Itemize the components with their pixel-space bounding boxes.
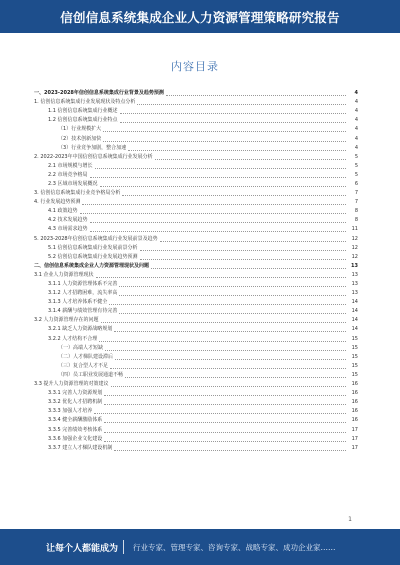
toc-leader-dots: [114, 446, 346, 451]
toc-entry-label: 4.1 政策趋势: [48, 208, 78, 215]
toc-entry[interactable]: [34, 134, 358, 143]
toc-entry-label: 3.3.2 优化人才招聘机制: [48, 399, 103, 406]
toc-entry[interactable]: [34, 253, 358, 262]
toc-leader-dots: [110, 364, 346, 369]
toc-entry-page: 4: [354, 99, 358, 106]
toc-entry[interactable]: [34, 216, 358, 225]
toc-leader-dots: [166, 91, 346, 96]
toc-entry-label: 5.1 信创信息系统集成行业发展前景分析: [48, 244, 138, 251]
toc-entry-page: 4: [354, 126, 358, 133]
toc-entry-label: （三）复合型人才不足: [58, 362, 109, 369]
toc-entry-label: 3.2.2 人才结构不合理: [48, 335, 98, 342]
toc-entry-page: 16: [351, 408, 358, 415]
toc-leader-dots: [120, 109, 346, 114]
toc-leader-dots: [104, 428, 346, 433]
toc-entry[interactable]: [34, 89, 358, 98]
toc-entry-label: 3.1 企业人力资源管理现状: [34, 271, 94, 278]
toc-entry-page: 14: [351, 308, 358, 315]
toc-entry-label: 2.2 市场竞争格局: [48, 171, 88, 178]
toc-entry-label: 3.3.7 建立人才梯队建设机制: [48, 444, 113, 451]
footer-banner: [0, 529, 400, 565]
footer-tagline: 行业专家、管理专家、咨询专家、战略专家、成功企业家……: [133, 543, 336, 552]
toc-leader-dots: [128, 146, 346, 151]
toc-leader-dots: [151, 264, 346, 269]
toc-leader-dots: [155, 155, 346, 160]
toc-entry[interactable]: [34, 344, 358, 353]
toc-entry-label: （四）员工职业发展通道不畅: [58, 371, 124, 378]
toc-entry[interactable]: [34, 171, 358, 180]
toc-leader-dots: [140, 246, 346, 251]
toc-entry-label: 3.1.1 人力资源管理体系不完善: [48, 281, 118, 288]
toc-entry-page: 4: [354, 117, 358, 124]
toc-entry[interactable]: [34, 353, 358, 362]
toc-entry-label: 4.3 市场需求趋势: [48, 226, 88, 233]
toc-entry-page: 7: [354, 190, 358, 197]
toc-entry-label: 5.2 信创信息系统集成行业发展趋势预测: [48, 253, 138, 260]
toc-entry-page: 8: [354, 217, 358, 224]
footer-slogan: 让每个人都能成为: [46, 544, 119, 554]
toc-leader-dots: [137, 100, 346, 105]
report-title: 信创信息系统集成企业人力资源管理策略研究报告: [60, 10, 340, 25]
toc-entry-page: 17: [351, 426, 358, 433]
toc-entry[interactable]: [34, 425, 358, 434]
toc-entry[interactable]: [34, 98, 358, 107]
toc-leader-dots: [115, 355, 346, 360]
toc-entry-label: 3.1.4 薪酬与绩效管理有待完善: [48, 308, 118, 315]
toc-entry-page: 15: [351, 362, 358, 369]
toc-entry-label: 3. 信创信息系统集成行业竞争格局分析: [34, 190, 121, 197]
toc-leader-dots: [111, 382, 346, 387]
toc-entry-page: 17: [351, 444, 358, 451]
toc-entry-page: 15: [351, 344, 358, 351]
toc-entry-page: 14: [351, 317, 358, 324]
toc-entry-label: 3.1.3 人才培养体系不健全: [48, 299, 108, 306]
toc-leader-dots: [104, 437, 346, 442]
toc-entry[interactable]: [34, 398, 358, 407]
toc-entry[interactable]: [34, 416, 358, 425]
toc-entry-page: 13: [351, 290, 358, 297]
toc-entry-page: 13: [351, 262, 358, 269]
toc-leader-dots: [104, 391, 346, 396]
toc-entry-label: 1.2 信创信息系统集成行业特点: [48, 117, 118, 124]
toc-entry-page: 16: [351, 417, 358, 424]
footer-divider: [123, 540, 124, 554]
toc-leader-dots: [125, 373, 346, 378]
toc-entry-label: 1. 信创信息系统集成行业发展现状及特点分析: [34, 99, 136, 106]
toc-leader-dots: [96, 273, 346, 278]
toc-entry-label: 3.2.1 缺乏人力资源战略规划: [48, 326, 113, 333]
toc-entry[interactable]: [34, 180, 358, 189]
toc-entry-label: 一、2023-2028年信创信息系统集成行业背景及趋势预测: [34, 90, 164, 97]
toc-leader-dots: [114, 327, 346, 332]
toc-entry-label: 2.1 市场规模与增长: [48, 162, 93, 169]
toc-leader-dots: [80, 209, 346, 214]
toc-entry-label: 3.2 人力资源管理存在的问题: [34, 317, 99, 324]
toc-entry[interactable]: [34, 380, 358, 389]
toc-leader-dots: [103, 137, 346, 142]
toc-entry[interactable]: [34, 289, 358, 298]
toc-entry-page: 11: [351, 226, 358, 233]
toc-entry[interactable]: [34, 189, 358, 198]
toc-entry-page: 5: [354, 171, 358, 178]
toc-leader-dots: [105, 346, 346, 351]
toc-entry[interactable]: [34, 316, 358, 325]
toc-leader-dots: [119, 309, 346, 314]
toc-entry[interactable]: [34, 144, 358, 153]
toc-entry-page: 15: [351, 371, 358, 378]
toc-entry[interactable]: [34, 435, 358, 444]
toc-entry[interactable]: [34, 389, 358, 398]
toc-entry-label: 3.3.4 健全薪酬激励体系: [48, 417, 103, 424]
toc-entry-label: 4. 行业发展趋势预测: [34, 199, 81, 206]
toc-entry[interactable]: [34, 198, 358, 207]
toc-leader-dots: [103, 127, 346, 132]
toc-entry[interactable]: [34, 335, 358, 344]
toc-entry[interactable]: [34, 207, 358, 216]
toc-entry-label: 3.1.2 人才招聘困难，流失率高: [48, 290, 118, 297]
toc-entry-page: 17: [351, 435, 358, 442]
toc-entry-label: 2.3 区域市场发展概况: [48, 180, 98, 187]
toc-entry-page: 12: [351, 244, 358, 251]
toc-entry-page: 4: [354, 90, 358, 97]
toc-leader-dots: [82, 200, 346, 205]
toc-entry[interactable]: [34, 371, 358, 380]
toc-entry-label: 3.3.1 完善人力资源规划: [48, 390, 103, 397]
toc-entry[interactable]: [34, 325, 358, 334]
toc-entry-page: 4: [354, 135, 358, 142]
toc-entry[interactable]: [34, 162, 358, 171]
toc-list: [34, 89, 358, 453]
toc-entry-label: （2）技术创新加快: [58, 135, 102, 142]
toc-entry-page: 5: [354, 162, 358, 169]
toc-entry-page: 16: [351, 390, 358, 397]
toc-entry-label: （1）行业规模扩大: [58, 126, 102, 133]
toc-entry-label: （二）人才梯队建设滞后: [58, 353, 114, 360]
toc-entry-label: （3）行业竞争加剧，整合加速: [58, 144, 127, 151]
toc-entry-label: 3.3.6 加强企业文化建设: [48, 435, 103, 442]
toc-entry[interactable]: [34, 235, 358, 244]
toc-entry[interactable]: [34, 153, 358, 162]
toc-entry-label: 1.1 信创信息系统集成行业概述: [48, 108, 118, 115]
toc-entry[interactable]: [34, 244, 358, 253]
toc-entry-page: 15: [351, 335, 358, 342]
toc-entry-page: 16: [351, 381, 358, 388]
toc-entry-label: 2. 2022-2023年中国信创信息系统集成行业发展分析: [34, 153, 153, 160]
document-page: [28, 44, 362, 529]
toc-leader-dots: [99, 337, 346, 342]
toc-leader-dots: [122, 191, 346, 196]
toc-entry[interactable]: [34, 125, 358, 134]
toc-entry-label: 二、信创信息系统集成企业人力资源管理现状及问题: [34, 262, 150, 269]
toc-entry[interactable]: [34, 271, 358, 280]
toc-entry[interactable]: [34, 362, 358, 371]
header-banner: [0, 0, 400, 33]
toc-leader-dots: [90, 227, 346, 232]
toc-entry[interactable]: [34, 407, 358, 416]
toc-entry-page: 13: [351, 271, 358, 278]
toc-leader-dots: [119, 291, 346, 296]
toc-entry[interactable]: [34, 298, 358, 307]
toc-leader-dots: [120, 118, 346, 123]
toc-entry-label: 4.2 技术发展趋势: [48, 217, 88, 224]
toc-leader-dots: [119, 282, 346, 287]
toc-leader-dots: [94, 409, 346, 414]
toc-entry-page: 4: [354, 108, 358, 115]
toc-leader-dots: [95, 164, 346, 169]
toc-entry[interactable]: [34, 444, 358, 453]
toc-entry-label: 3.3 提升人力资源管理的对策建议: [34, 381, 109, 388]
toc-entry-page: 15: [351, 353, 358, 360]
toc-entry-page: 12: [351, 253, 358, 260]
toc-leader-dots: [140, 255, 346, 260]
toc-entry-page: 4: [354, 144, 358, 151]
toc-entry-label: 5. 2023-2028年信创信息系统集成行业发展前景及趋势: [34, 235, 158, 242]
toc-entry-page: 5: [354, 153, 358, 160]
toc-entry-page: 13: [351, 281, 358, 288]
toc-entry[interactable]: [34, 262, 358, 271]
toc-entry-page: 14: [351, 326, 358, 333]
toc-entry-page: 6: [354, 180, 358, 187]
toc-leader-dots: [90, 173, 346, 178]
toc-leader-dots: [101, 318, 346, 323]
toc-entry-label: 3.3.5 完善绩效考核体系: [48, 426, 103, 433]
toc-leader-dots: [160, 237, 346, 242]
toc-entry-page: 8: [354, 208, 358, 215]
toc-entry-page: 14: [351, 299, 358, 306]
toc-entry-page: 16: [351, 399, 358, 406]
page-number: 1: [348, 516, 352, 523]
toc-leader-dots: [100, 182, 346, 187]
toc-leader-dots: [90, 218, 346, 223]
toc-title: 内容目录: [171, 60, 219, 73]
toc-entry[interactable]: [34, 307, 358, 316]
toc-entry-label: 3.3.3 加强人才培养: [48, 408, 93, 415]
toc-entry[interactable]: [34, 107, 358, 116]
toc-leader-dots: [109, 300, 346, 305]
toc-entry-page: 7: [354, 199, 358, 206]
toc-entry[interactable]: [34, 280, 358, 289]
toc-entry-page: 12: [351, 235, 358, 242]
toc-entry[interactable]: [34, 116, 358, 125]
toc-leader-dots: [104, 400, 346, 405]
toc-leader-dots: [104, 418, 346, 423]
toc-entry[interactable]: [34, 225, 358, 234]
toc-entry-label: （一）高端人才短缺: [58, 344, 104, 351]
